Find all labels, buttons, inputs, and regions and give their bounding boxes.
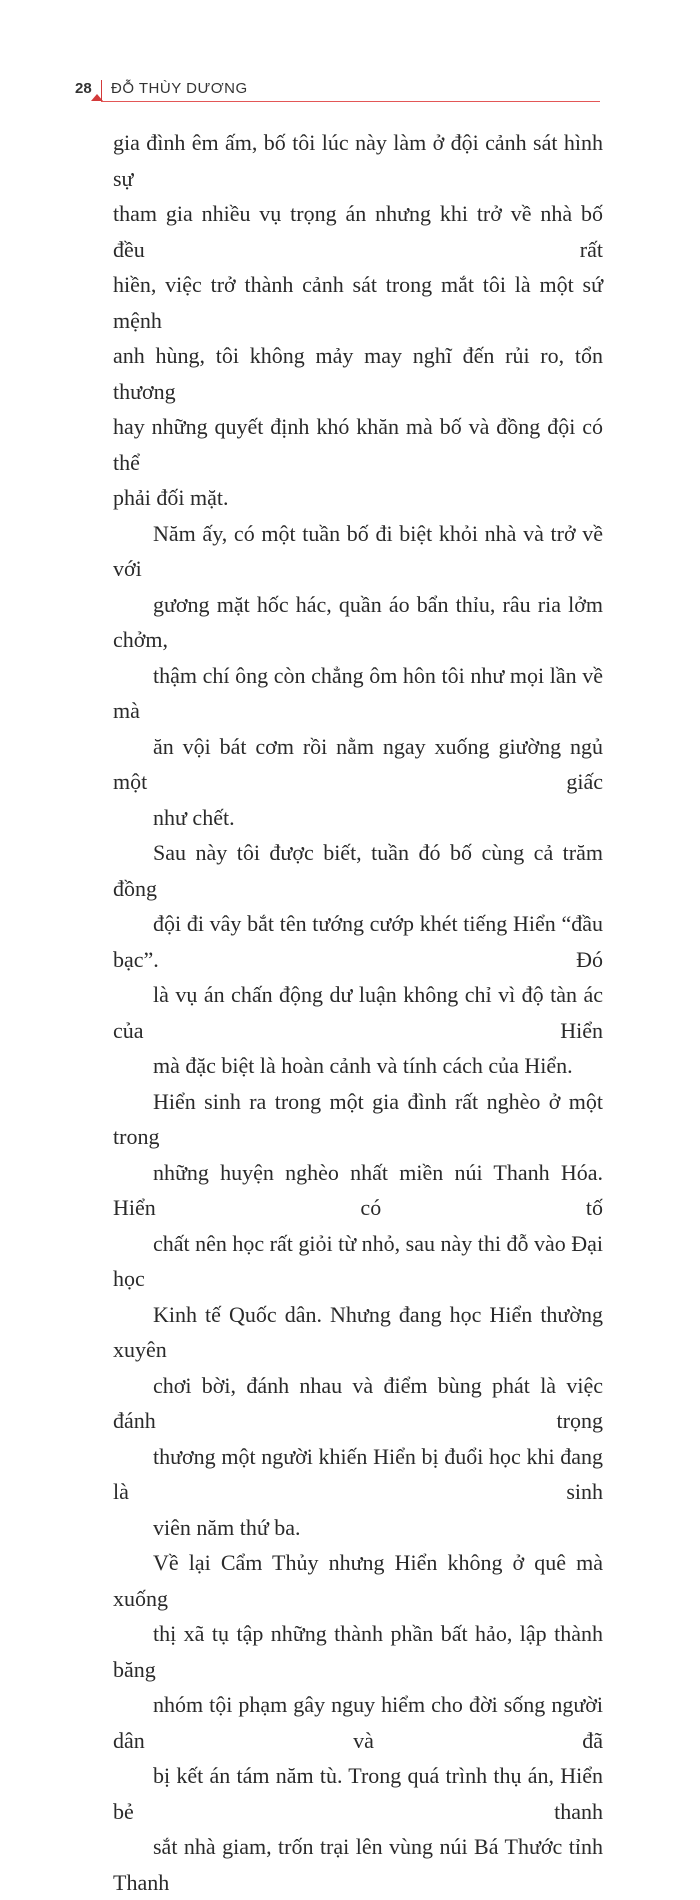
text-line: Kinh tế Quốc dân. Nhưng đang học Hiển thường xuyên bbox=[113, 1301, 603, 1362]
paragraph bbox=[113, 835, 603, 1084]
text-line: sắt nhà giam, trốn trại lên vùng núi Bá Thước tỉnh Thanh bbox=[113, 1834, 603, 1895]
text-line: tham gia nhiều vụ trọng án nhưng khi trở về nhà bố đều rất bbox=[113, 201, 603, 262]
text-line: đội đi vây bắt tên tướng cướp khét tiếng Hiển “đầu bạc”. Đó bbox=[113, 911, 603, 972]
page-body bbox=[113, 125, 603, 1900]
paragraph bbox=[113, 1545, 603, 1900]
text-line: phải đối mặt. bbox=[113, 485, 229, 510]
text-line: Sau này tôi được biết, tuần đó bố cùng cả trăm đồng bbox=[113, 840, 603, 901]
text-line: hay những quyết định khó khăn mà bố và đồng đội có thể bbox=[113, 414, 603, 475]
text-line: hiền, việc trở thành cảnh sát trong mắt tôi là một sứ mệnh bbox=[113, 272, 603, 333]
header-rule bbox=[101, 101, 600, 102]
text-line: ăn vội bát cơm rồi nằm ngay xuống giường ngủ một giấc bbox=[113, 733, 603, 794]
text-line: anh hùng, tôi không mảy may nghĩ đến rủi ro, tổn thương bbox=[113, 343, 603, 404]
paragraph bbox=[113, 516, 603, 836]
text-line: viên năm thứ ba. bbox=[153, 1514, 301, 1540]
text-line: chơi bời, đánh nhau và điểm bùng phát là việc đánh trọng bbox=[113, 1372, 603, 1433]
text-line: Hiển sinh ra trong một gia đình rất nghèo ở một trong bbox=[113, 1088, 603, 1149]
header-triangle-marker bbox=[91, 94, 103, 101]
running-header-author: ĐỖ THÙY DƯƠNG bbox=[111, 80, 248, 97]
paragraph bbox=[113, 1084, 603, 1546]
text-line: thậm chí ông còn chẳng ôm hôn tôi như mọi lần về mà bbox=[113, 662, 603, 723]
text-line: gương mặt hốc hác, quần áo bẩn thỉu, râu ria lởm chởm, bbox=[113, 591, 603, 652]
text-line: bị kết án tám năm tù. Trong quá trình thụ án, Hiển bẻ thanh bbox=[113, 1763, 603, 1824]
page-number: 28 bbox=[75, 80, 92, 97]
text-line: thương một người khiến Hiển bị đuổi học khi đang là sinh bbox=[113, 1443, 603, 1504]
text-line: mà đặc biệt là hoàn cảnh và tính cách của Hiển. bbox=[153, 1053, 573, 1078]
text-line: là vụ án chấn động dư luận không chỉ vì độ tàn ác của Hiển bbox=[113, 982, 603, 1043]
text-line: Về lại Cẩm Thủy nhưng Hiển không ở quê mà xuống bbox=[113, 1550, 603, 1611]
text-line: những huyện nghèo nhất miền núi Thanh Hóa. Hiển có tố bbox=[113, 1159, 603, 1220]
text-line: Năm ấy, có một tuần bố đi biệt khỏi nhà và trở về với bbox=[113, 520, 603, 581]
running-header bbox=[0, 0, 700, 104]
paragraph bbox=[113, 125, 603, 516]
text-line: chất nên học rất giỏi từ nhỏ, sau này thi đỗ vào Đại học bbox=[113, 1230, 603, 1291]
text-line: như chết. bbox=[153, 804, 235, 830]
text-line: thị xã tụ tập những thành phần bất hảo, lập thành băng bbox=[113, 1621, 603, 1682]
text-line: gia đình êm ấm, bố tôi lúc này làm ở đội cảnh sát hình sự bbox=[113, 130, 603, 191]
text-line: nhóm tội phạm gây nguy hiểm cho đời sống người dân và đã bbox=[113, 1692, 603, 1753]
